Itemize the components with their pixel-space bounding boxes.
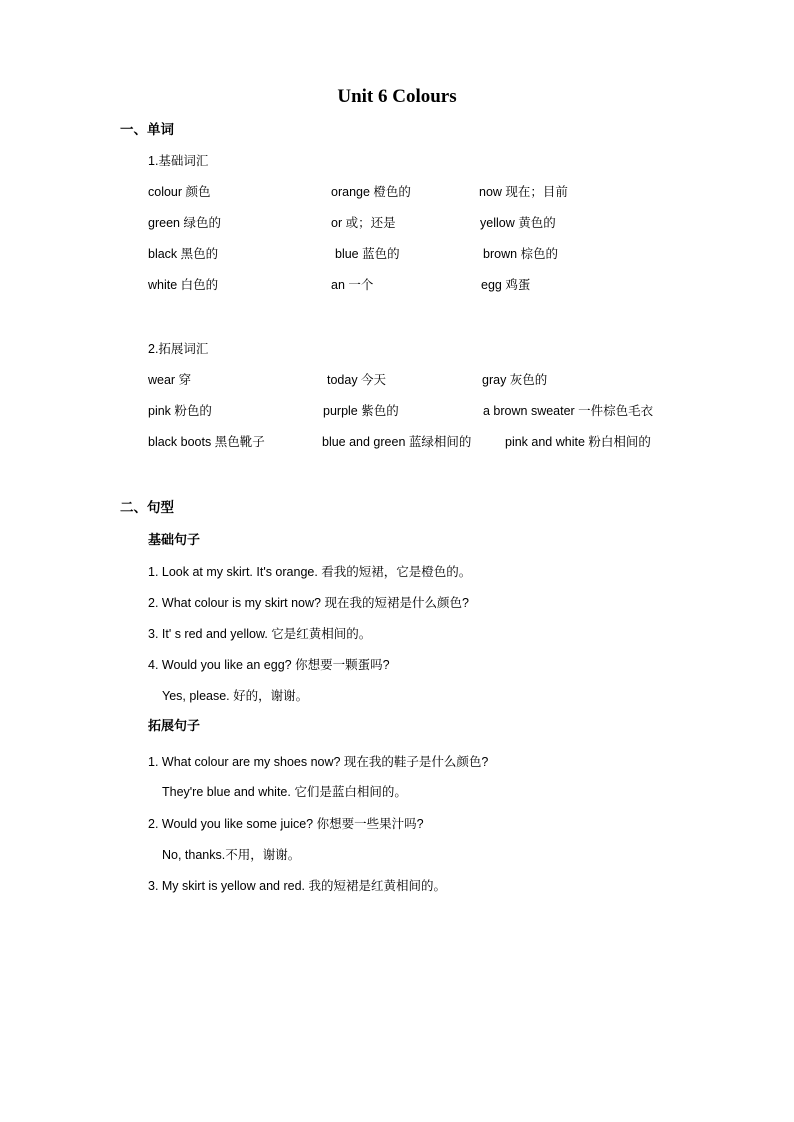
vocab-item: purple 紫色的: [323, 404, 399, 418]
vocab-item: today 今天: [327, 373, 387, 387]
vocab-item: black boots 黑色靴子: [148, 435, 265, 449]
vocab-item: gray 灰色的: [482, 373, 548, 387]
vocab-item: egg 鸡蛋: [481, 278, 531, 292]
vocab-item: wear 穿: [148, 373, 192, 387]
vocab-item: an 一个: [331, 278, 374, 292]
subheading-extended-sentences: 拓展句子: [148, 718, 201, 733]
subheading-basic-vocabulary: 1.基础词汇: [148, 154, 209, 168]
sentence-line: 4. Would you like an egg? 你想要一颗蛋吗?: [148, 658, 390, 672]
vocab-item: orange 橙色的: [331, 185, 411, 199]
page-title: Unit 6 Colours: [337, 86, 457, 107]
sentence-line: 2. Would you like some juice? 你想要一些果汁吗?: [148, 817, 424, 831]
vocab-item: now 现在；目前: [479, 185, 568, 199]
vocab-item: white 白色的: [148, 278, 219, 292]
subheading-basic-sentences: 基础句子: [148, 532, 201, 547]
vocab-item: or 或；还是: [331, 216, 396, 230]
sentence-answer: They're blue and white. 它们是蓝白相间的。: [162, 785, 407, 799]
vocab-item: pink 粉色的: [148, 404, 212, 418]
vocab-item: black 黑色的: [148, 247, 219, 261]
section-heading-vocabulary: 一、单词: [120, 122, 174, 137]
sentence-answer: No, thanks.不用，谢谢。: [162, 848, 301, 862]
section-heading-sentences: 二、句型: [120, 500, 174, 515]
subheading-extended-vocabulary: 2.拓展词汇: [148, 342, 209, 356]
vocab-item: green 绿色的: [148, 216, 221, 230]
vocab-item: blue and green 蓝绿相间的: [322, 435, 472, 449]
sentence-line: 1. Look at my skirt. It's orange. 看我的短裙，它是橙色的。: [148, 565, 472, 579]
sentence-line: 3. It' s red and yellow. 它是红黄相间的。: [148, 627, 372, 641]
sentence-line: 3. My skirt is yellow and red. 我的短裙是红黄相间的。: [148, 879, 446, 893]
sentence-line: 1. What colour are my shoes now? 现在我的鞋子是什么颜色?: [148, 755, 489, 769]
sentence-line: 2. What colour is my skirt now? 现在我的短裙是什么颜色?: [148, 596, 469, 610]
sentence-answer: Yes, please. 好的，谢谢。: [162, 689, 309, 703]
vocab-item: a brown sweater 一件棕色毛衣: [483, 404, 654, 418]
vocab-item: brown 棕色的: [483, 247, 559, 261]
vocab-item: colour 颜色: [148, 185, 211, 199]
vocab-item: yellow 黄色的: [480, 216, 556, 230]
vocab-item: pink and white 粉白相间的: [505, 435, 651, 449]
vocab-item: blue 蓝色的: [335, 247, 400, 261]
